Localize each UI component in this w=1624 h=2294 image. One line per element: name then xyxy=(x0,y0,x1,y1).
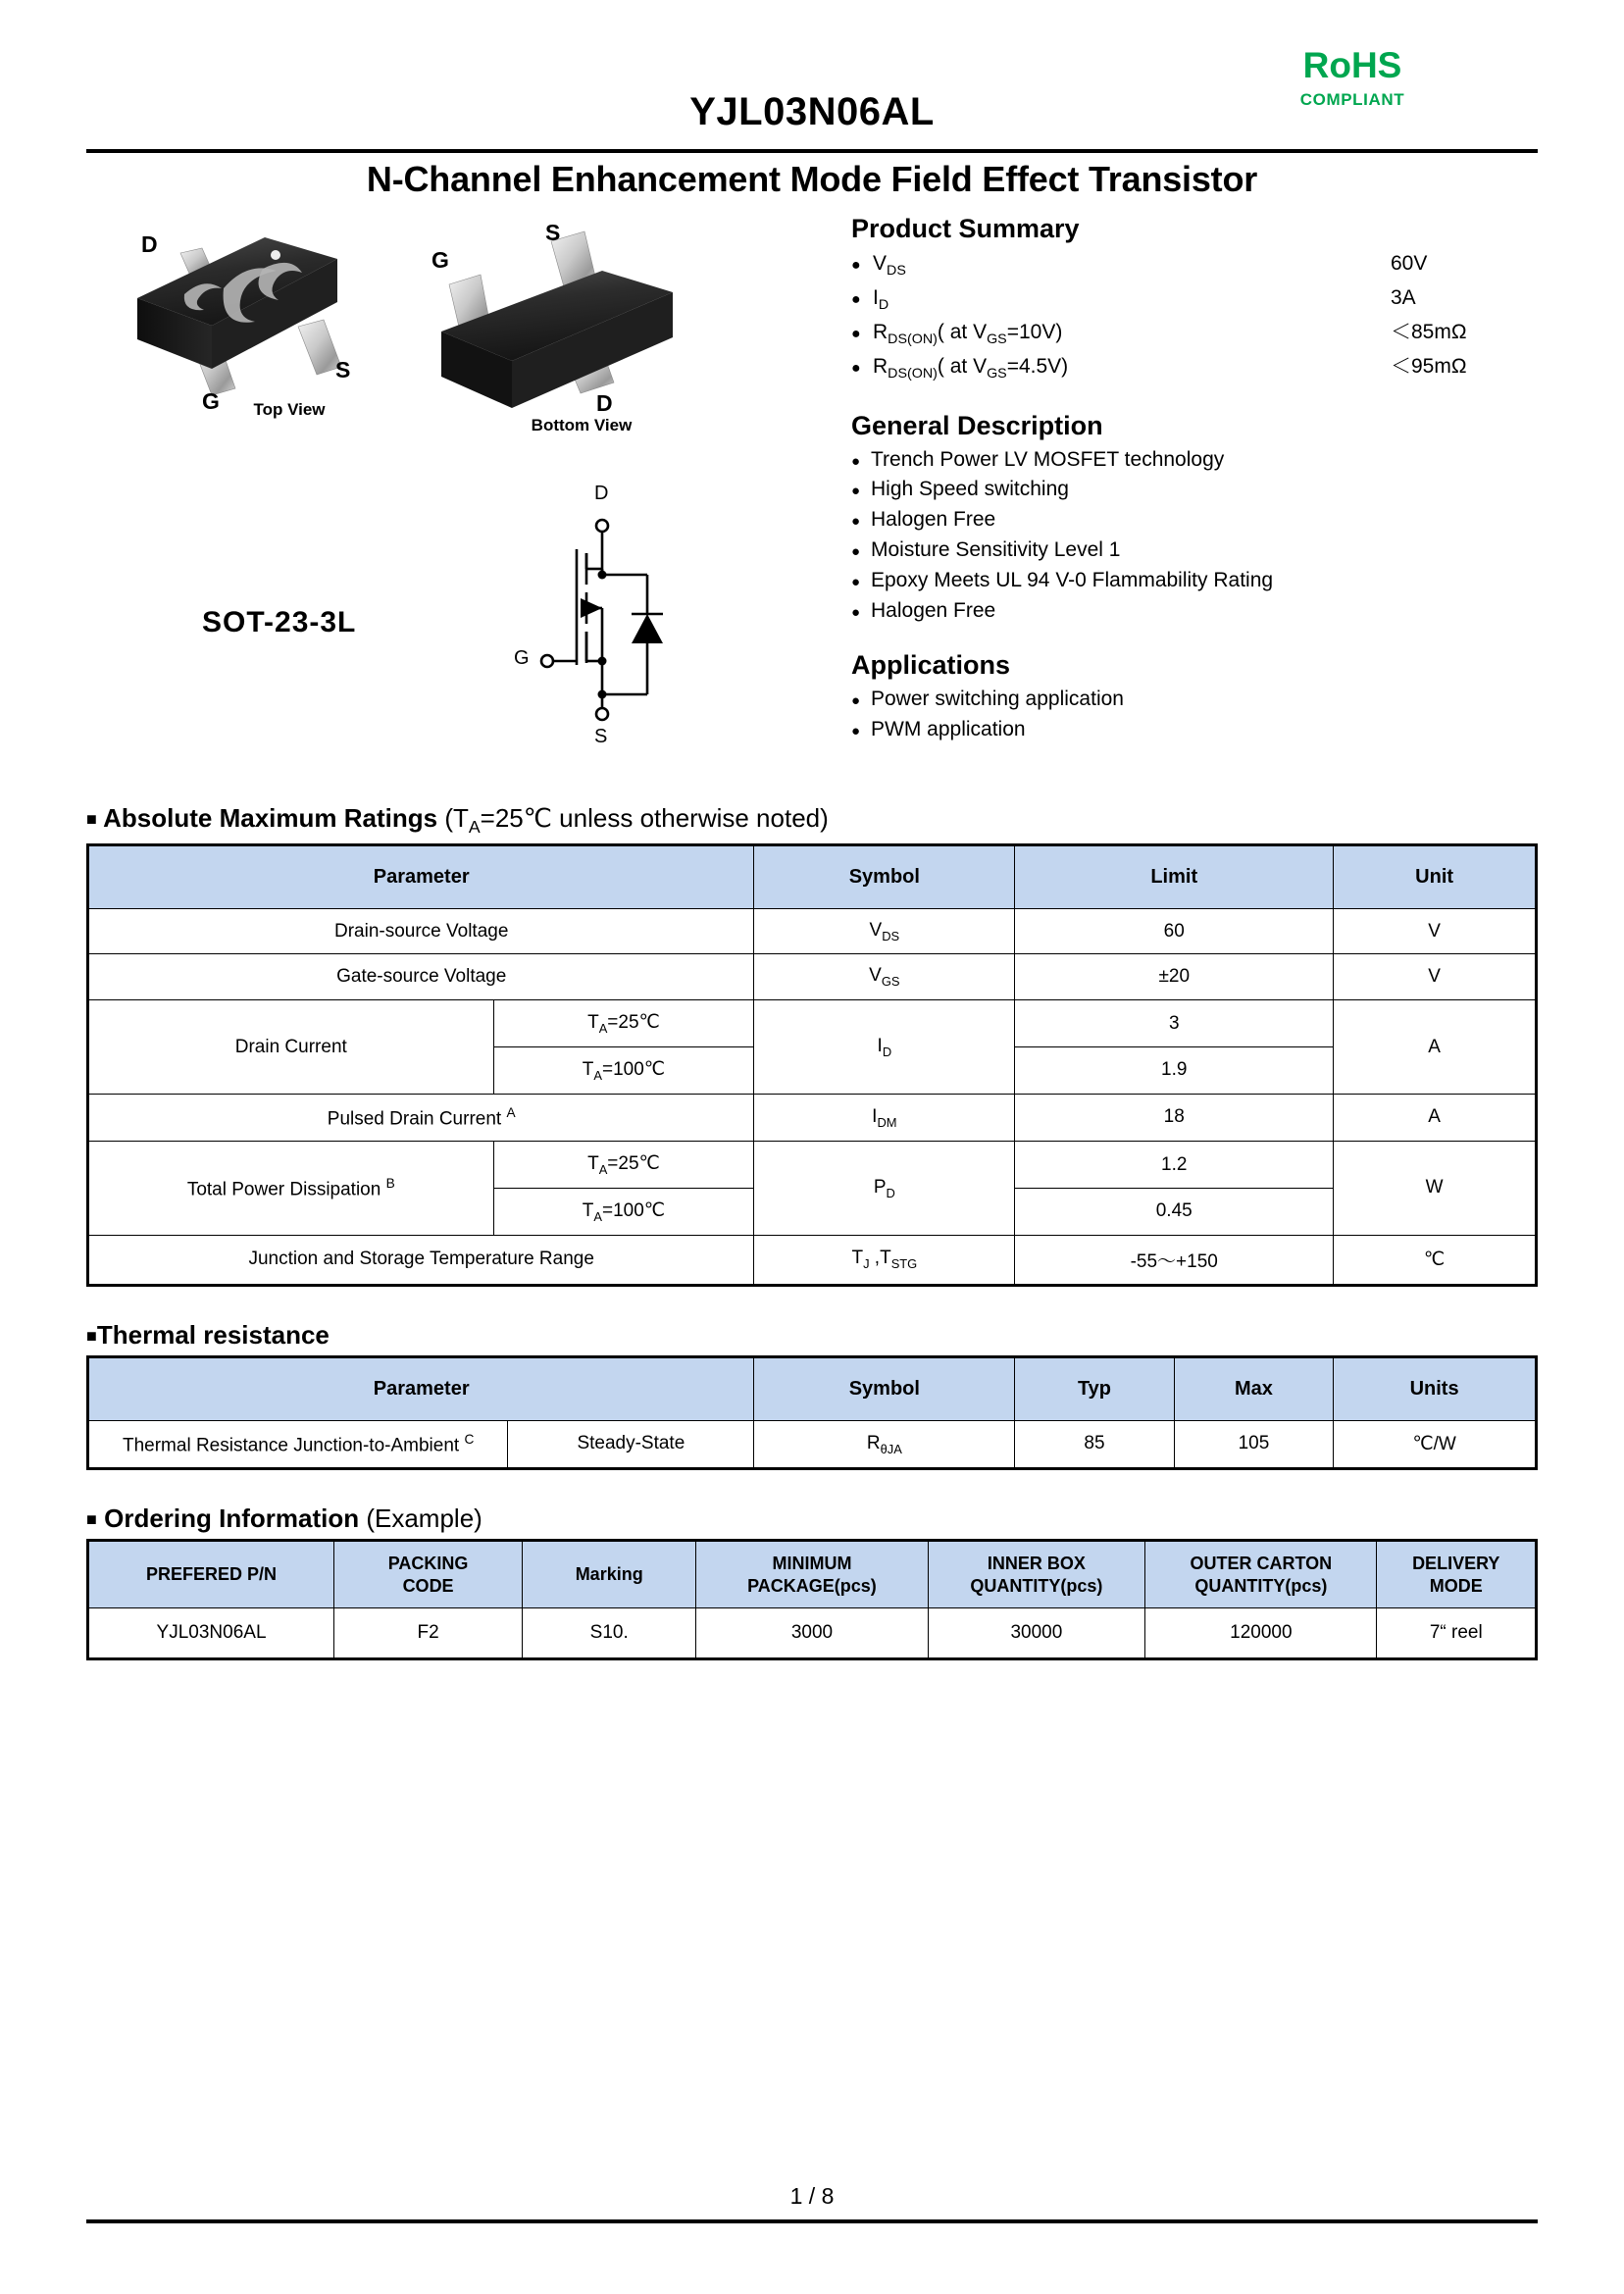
product-summary-label: $R_{DS(ON)}$( at $V_{GS}=10V$) xyxy=(873,320,1063,347)
product-summary-item xyxy=(851,351,1538,385)
cell-parameter-text: Total Power Dissipation xyxy=(186,1179,381,1200)
cell-outer-carton: 120000 xyxy=(1145,1608,1377,1659)
page-header xyxy=(86,0,1538,133)
mosfet-schematic-symbol xyxy=(508,483,704,747)
cell-limit: 18 xyxy=(1015,1094,1334,1141)
bullet-icon: ● xyxy=(851,574,861,590)
product-summary-item xyxy=(851,248,1538,282)
table-row xyxy=(88,1142,1537,1189)
rohs-compliant-label: COMPLIANT xyxy=(1299,90,1405,109)
cell-limit: -55～+150 xyxy=(1015,1235,1334,1285)
cell-condition: $T_A=25℃$ xyxy=(493,1142,754,1189)
col-symbol: Symbol xyxy=(754,1356,1015,1420)
col-parameter: Parameter xyxy=(88,1356,754,1420)
general-description-list xyxy=(851,445,1538,627)
col-limit: Limit xyxy=(1015,844,1334,908)
general-description-text: Halogen Free xyxy=(871,598,996,622)
table-row xyxy=(88,1094,1537,1141)
applications-item xyxy=(851,715,1538,745)
overview-section xyxy=(86,214,1538,768)
package-illustrations xyxy=(86,214,841,747)
general-description-item xyxy=(851,475,1538,505)
page-number: 1 / 8 xyxy=(789,2183,835,2209)
cell-unit: ℃ xyxy=(1334,1235,1537,1285)
applications-list xyxy=(851,685,1538,745)
general-description-text: Epoxy Meets UL 94 V-0 Flammability Rating xyxy=(871,569,1274,591)
page-title: N-Channel Enhancement Mode Field Effect Transistor xyxy=(366,159,1258,199)
general-description-text: Moisture Sensitivity Level 1 xyxy=(871,538,1121,562)
bullet-icon: ● xyxy=(851,513,861,531)
footnote-marker: B xyxy=(385,1175,395,1191)
abs-max-heading-note: ($T_A=25℃$ unless otherwise noted) xyxy=(444,803,829,838)
cell-limit: 0.45 xyxy=(1015,1188,1334,1235)
col-marking: Marking xyxy=(523,1541,696,1608)
rohs-main-label: RoHS xyxy=(1302,45,1402,85)
cell-parameter-text: Thermal Resistance Junction-to-Ambient xyxy=(122,1435,460,1456)
cell-minimum-package: 3000 xyxy=(696,1608,928,1659)
cell-parameter: Drain-source Voltage xyxy=(88,908,754,954)
col-units: Units xyxy=(1334,1356,1537,1420)
cell-parameter-text: Pulsed Drain Current xyxy=(327,1108,502,1130)
applications-text: Power switching application xyxy=(871,687,1124,710)
cell-unit: W xyxy=(1334,1142,1537,1236)
col-inner-box: INNER BOX QUANTITY(pcs) xyxy=(928,1541,1145,1608)
schematic-pin-d: D xyxy=(594,483,609,504)
cell-typ: 85 xyxy=(1015,1420,1174,1468)
pin-label-s-bottom: S xyxy=(545,220,561,245)
pin-label-s-top: S xyxy=(335,357,351,382)
pin-label-g-top: G xyxy=(202,388,220,414)
part-number-title: YJL03N06AL xyxy=(689,90,935,133)
cell-parameter: Gate-source Voltage xyxy=(88,954,754,1000)
page-footer xyxy=(86,2183,1538,2223)
cell-parameter xyxy=(88,1142,494,1236)
general-description-item xyxy=(851,535,1538,566)
cell-unit: A xyxy=(1334,1000,1537,1095)
bullet-icon: ● xyxy=(851,290,861,308)
product-summary-item xyxy=(851,317,1538,351)
ordering-heading xyxy=(86,1504,1538,1534)
bullet-icon: ● xyxy=(851,452,861,470)
cell-limit: 3 xyxy=(1015,1000,1334,1047)
ordering-table-head xyxy=(88,1541,1537,1608)
sot23-bottom-view-graphic xyxy=(430,228,704,433)
cell-unit: V xyxy=(1334,954,1537,1000)
package-bottom-view xyxy=(430,220,704,434)
cell-parameter xyxy=(88,1094,754,1141)
general-description-text: Trench Power LV MOSFET technology xyxy=(871,447,1225,471)
cell-packing-code: F2 xyxy=(334,1608,523,1659)
product-summary-value: ＜85mΩ xyxy=(1391,320,1467,343)
abs-max-table-head xyxy=(88,844,1537,908)
thermal-table-body xyxy=(88,1420,1537,1468)
cell-units: ℃/W xyxy=(1334,1420,1537,1468)
col-parameter: Parameter xyxy=(88,844,754,908)
cell-condition: $T_A=100℃$ xyxy=(493,1188,754,1235)
mosfet-symbol-graphic xyxy=(508,508,704,734)
product-summary-value: 60V xyxy=(1391,252,1428,275)
bullet-icon: ● xyxy=(851,483,861,500)
cell-parameter: Drain Current xyxy=(88,1000,494,1095)
cell-limit: 1.2 xyxy=(1015,1142,1334,1189)
square-bullet-icon: ■ xyxy=(86,1325,97,1346)
col-delivery-mode: DELIVERY MODE xyxy=(1377,1541,1537,1608)
thermal-heading xyxy=(86,1320,1538,1351)
pin-label-g-bottom: G xyxy=(431,247,449,273)
table-header-row xyxy=(88,844,1537,908)
thermal-table xyxy=(86,1355,1538,1470)
cell-prefered-pn: YJL03N06AL xyxy=(88,1608,334,1659)
bullet-icon: ● xyxy=(851,543,861,561)
table-row xyxy=(88,908,1537,954)
general-description-item xyxy=(851,505,1538,535)
col-typ: Typ xyxy=(1015,1356,1174,1420)
product-summary-label: $I_D$ xyxy=(873,285,889,314)
bullet-icon: ● xyxy=(851,722,861,739)
cell-limit: 1.9 xyxy=(1015,1047,1334,1095)
abs-max-heading xyxy=(86,803,1538,838)
applications-heading: Applications xyxy=(851,649,1011,680)
general-description-item xyxy=(851,566,1538,596)
cell-symbol: $R_{\theta JA}$ xyxy=(754,1420,1015,1468)
bullet-icon: ● xyxy=(851,257,861,274)
applications-item xyxy=(851,685,1538,715)
general-description-item xyxy=(851,596,1538,627)
cell-limit: 60 xyxy=(1015,908,1334,954)
col-minimum-package: MINIMUM PACKAGE(pcs) xyxy=(696,1541,928,1608)
cell-symbol: $V_{GS}$ xyxy=(754,954,1015,1000)
cell-parameter xyxy=(88,1420,508,1468)
cell-symbol: $V_{DS}$ xyxy=(754,908,1015,954)
cell-max: 105 xyxy=(1174,1420,1333,1468)
table-header-row xyxy=(88,1541,1537,1608)
square-bullet-icon: ■ xyxy=(86,1509,97,1530)
cell-symbol: $P_D$ xyxy=(754,1142,1015,1236)
general-description-text: High Speed switching xyxy=(871,478,1069,501)
table-row xyxy=(88,1420,1537,1468)
pin-label-d-top: D xyxy=(141,231,158,257)
general-description-item xyxy=(851,445,1538,476)
col-max: Max xyxy=(1174,1356,1333,1420)
pin-label-d-bottom: D xyxy=(596,390,613,416)
overview-text xyxy=(841,214,1538,768)
table-row xyxy=(88,1235,1537,1285)
product-summary-list xyxy=(851,248,1538,385)
cell-inner-box: 30000 xyxy=(928,1608,1145,1659)
ordering-heading-note: (Example) xyxy=(366,1504,482,1534)
cell-unit: A xyxy=(1334,1094,1537,1141)
bullet-icon: ● xyxy=(851,691,861,709)
package-top-view xyxy=(116,224,410,439)
package-name-label: SOT-23-3L xyxy=(202,606,357,638)
product-summary-label: $R_{DS(ON)}$( at $V_{GS}=4.5V$) xyxy=(873,354,1069,382)
cell-symbol: $T_J$ $,T_{STG}$ xyxy=(754,1235,1015,1285)
abs-max-heading-main: Absolute Maximum Ratings xyxy=(103,803,438,834)
schematic-pin-g: G xyxy=(514,647,530,669)
product-summary-value: 3A xyxy=(1391,285,1416,309)
general-description-text: Halogen Free xyxy=(871,508,996,532)
cell-parameter: Junction and Storage Temperature Range xyxy=(88,1235,754,1285)
product-summary-item xyxy=(851,282,1538,317)
thermal-heading-text: Thermal resistance xyxy=(96,1319,330,1350)
table-row xyxy=(88,1000,1537,1047)
col-unit: Unit xyxy=(1334,844,1537,908)
cell-symbol: $I_{DM}$ xyxy=(754,1094,1015,1141)
col-prefered-pn: PREFERED P/N xyxy=(88,1541,334,1608)
cell-limit: ±20 xyxy=(1015,954,1334,1000)
abs-max-table xyxy=(86,843,1538,1287)
bullet-icon: ● xyxy=(851,603,861,621)
applications-text: PWM application xyxy=(871,717,1026,740)
bottom-view-caption: Bottom View xyxy=(531,416,633,434)
abs-max-table-body xyxy=(88,908,1537,1285)
cell-unit: V xyxy=(1334,908,1537,954)
cell-condition: $T_A=100℃$ xyxy=(493,1047,754,1095)
header-divider xyxy=(86,149,1538,153)
schematic-pin-s: S xyxy=(594,726,608,747)
product-summary-heading: Product Summary xyxy=(851,214,1080,243)
ordering-heading-main: Ordering Information xyxy=(104,1504,360,1534)
thermal-table-head xyxy=(88,1356,1537,1420)
col-packing-code: PACKING CODE xyxy=(334,1541,523,1608)
cell-marking: S10. xyxy=(523,1608,696,1659)
product-summary-value: ＜95mΩ xyxy=(1391,354,1467,378)
bullet-icon: ● xyxy=(851,359,861,377)
square-bullet-icon: ■ xyxy=(86,809,97,830)
cell-condition: Steady-State xyxy=(508,1420,754,1468)
product-summary-label: $V_{DS}$ xyxy=(873,252,906,280)
cell-delivery-mode: 7“ reel xyxy=(1377,1608,1537,1659)
table-row xyxy=(88,1608,1537,1659)
footer-divider xyxy=(86,2219,1538,2223)
footnote-marker: A xyxy=(506,1104,516,1120)
cell-condition: $T_A=25℃$ xyxy=(493,1000,754,1047)
top-view-caption: Top View xyxy=(253,400,326,419)
ordering-table-body xyxy=(88,1608,1537,1659)
ordering-table xyxy=(86,1539,1538,1660)
bullet-icon: ● xyxy=(851,325,861,342)
general-description-heading: General Description xyxy=(851,410,1103,440)
table-row xyxy=(88,954,1537,1000)
footnote-marker: C xyxy=(464,1431,475,1447)
col-outer-carton: OUTER CARTON QUANTITY(pcs) xyxy=(1145,1541,1377,1608)
col-symbol: Symbol xyxy=(754,844,1015,908)
cell-symbol: $I_D$ xyxy=(754,1000,1015,1095)
table-header-row xyxy=(88,1356,1537,1420)
